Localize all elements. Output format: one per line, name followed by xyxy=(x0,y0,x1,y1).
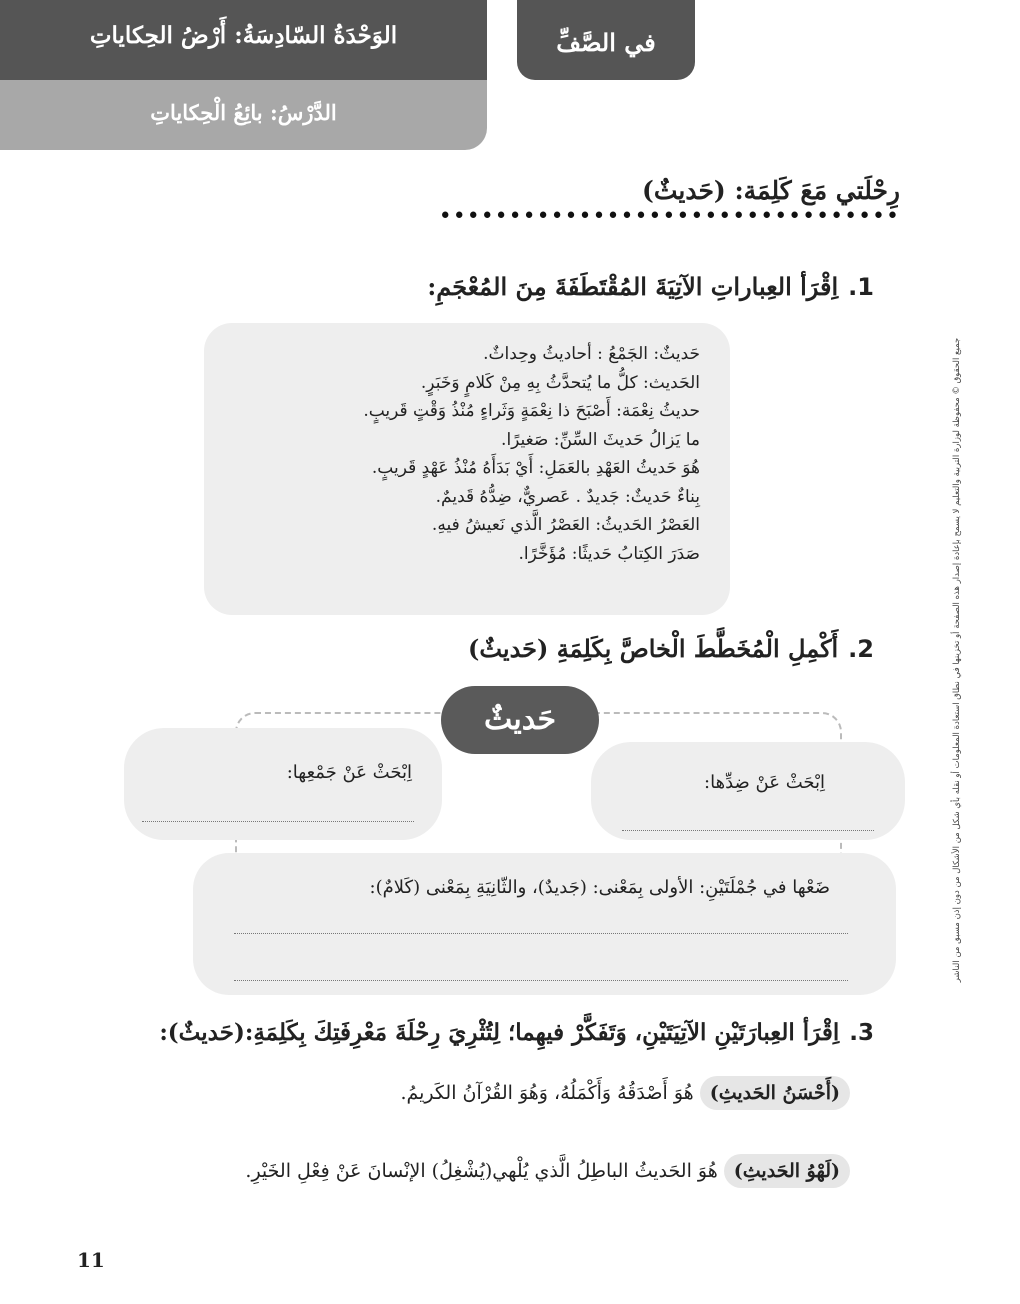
q3-number: 3. xyxy=(849,1020,874,1046)
phrase-term: (لَهْوُ الحَديثِ) xyxy=(724,1154,850,1188)
opposite-prompt: اِبْحَثْ عَنْ ضِدِّها: xyxy=(704,772,825,793)
q2-number: 2. xyxy=(848,635,874,663)
phrase-row xyxy=(400,1082,850,1104)
dictionary-line: ما يَزالُ حَديثَ السِّنِّ: صَغيرًا. xyxy=(501,429,700,450)
phrase-text: هُوَ الحَديثُ الباطِلُ الَّذي يُلْهي(يُشْغِلُ) الإنْسانَ عَنْ فِعْلِ الخَيْرِ. xyxy=(245,1160,718,1182)
q2-heading xyxy=(468,634,874,663)
dictionary-line: هُوَ حَديثُ العَهْدِ بالعَمَلِ: أَيْ بَدَأَهُ مُنْذُ عَهْدٍ قَريبٍ. xyxy=(371,458,700,478)
sentence-answer-line-1[interactable] xyxy=(234,933,848,934)
phrase-row xyxy=(245,1160,850,1182)
unit-title: الوَحْدَةُ السّادِسَةُ: أَرْضُ الحِكاياتِ xyxy=(89,22,398,49)
phrase-term: (أَحْسَنُ الحَديثِ) xyxy=(700,1076,850,1110)
dictionary-line: حديثُ نِعْمَة: أَصْبَحَ ذا نِعْمَةٍ وَثَراءٍ مُنْذُ وَقْتٍ قَريبٍ. xyxy=(363,401,700,421)
opposite-answer-line[interactable] xyxy=(622,830,874,831)
dictionary-line: حَديثٌ: الجَمْعُ : أحاديثُ وحِداثٌ. xyxy=(483,344,700,364)
dictionary-line: بِناءٌ حَديثٌ: جَديدٌ . عَصريٌّ، ضِدُّهُ قَديمٌ. xyxy=(435,486,700,507)
copyright-side-note xyxy=(948,300,966,1020)
section-title: رِحْلَتي مَعَ كَلِمَة: (حَديثٌ) xyxy=(642,176,900,205)
sentence-prompt: ضَعْها في جُمْلَتَيْنِ: الأولى بِمَعْنى: (جَديدٌ)، والثّانِيَةِ بِمَعْنى (كَلامٌ): xyxy=(369,877,830,898)
plural-box xyxy=(124,728,442,840)
lesson-title: الدَّرْسُ: بائِعُ الْحِكاياتِ xyxy=(150,100,337,125)
copyright-text: جميع الحقوق © محفوظة لوزارة التربية والتعليم لا يسمح بإعادة إصدار هذه الصفحة أو تخزينها في نطاق استعادة المعلومات أو نقله بأي شكل من الأشكال من دون إذن مسبق من الناشر xyxy=(952,337,962,983)
sentence-box xyxy=(193,853,896,995)
in-class-tab-label: في الصَّفِّ xyxy=(556,28,656,57)
title-dotted-underline: ••••••••••••••••••••••••••••••••• xyxy=(438,204,900,229)
dictionary-line: العَصْرُ الحَديثُ: العَصْرُ الَّذي نَعيشُ فيهِ. xyxy=(431,515,700,535)
plural-answer-line[interactable] xyxy=(142,821,414,822)
q3-heading xyxy=(159,1019,874,1046)
sentence-answer-line-2[interactable] xyxy=(234,980,848,981)
q3-title: اِقْرَأ العِبارَتَيْنِ الآتِيَتَيْنِ، وَتَفَكَّرْ فيهِما؛ لِتُثْرِيَ رِحْلَةَ مَعْرِفَتِكَ بِكَلِمَةِ:(حَديثٌ): xyxy=(159,1019,840,1046)
plural-prompt: اِبْحَثْ عَنْ جَمْعِها: xyxy=(286,762,412,783)
phrase-text: هُوَ أَصْدَقُهُ وَأَكْمَلُهُ، وَهُوَ القُرْآنُ الكَريمُ. xyxy=(400,1082,694,1104)
dictionary-line: صَدَرَ الكِتابُ حَديثًا: مُؤَخَّرًا. xyxy=(518,543,700,564)
page-number: 11 xyxy=(77,1248,105,1272)
center-word-pill: حَديثٌ xyxy=(441,686,599,754)
dictionary-entries xyxy=(220,340,700,568)
q1-heading xyxy=(427,272,874,301)
q1-number: 1. xyxy=(848,273,874,301)
q1-title: اِقْرَأ العِباراتِ الآتِيَةَ المُقْتَطَفَةَ مِنَ المُعْجَمِ: xyxy=(427,272,839,301)
q2-title: أَكْمِلِ الْمُخَطَّطَ الْخاصَّ بِكَلِمَةِ (حَديثٌ) xyxy=(467,634,839,663)
dictionary-line: الحَديث: كلُّ ما يُتحدَّثُ بِهِ مِنْ كَلامٍ وَخَبَرٍ. xyxy=(420,372,700,393)
